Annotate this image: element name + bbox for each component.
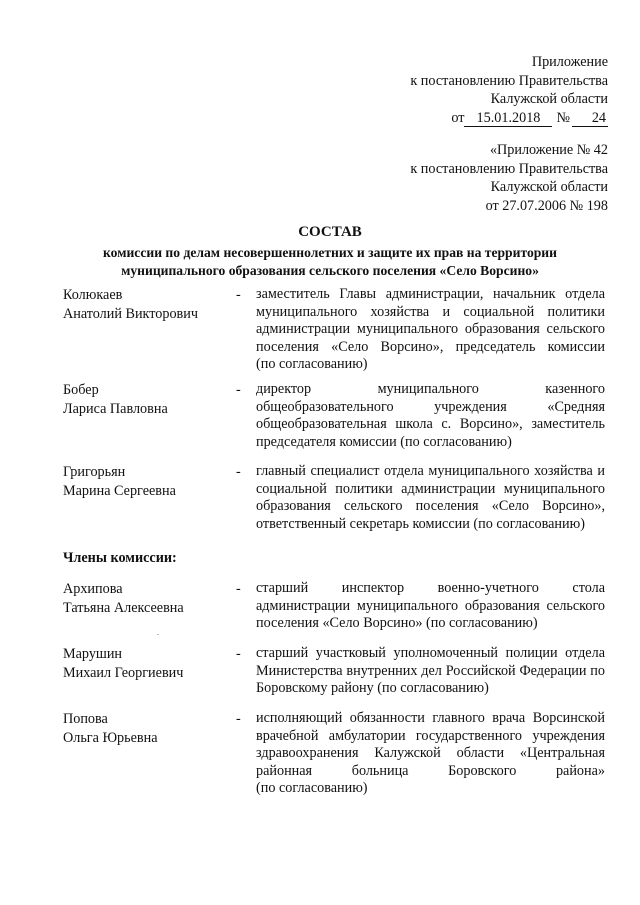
role-line: общеобразовательная школа с. Ворсино», заместитель [256,416,605,433]
role-line: заместитель Главы администрации, начальник отдела [256,286,605,302]
role-line: Боровскому району (по согласованию) [256,680,489,697]
role-line: председателя комиссии (по согласованию) [256,433,512,450]
position-description [256,710,605,798]
surname: Марушин [63,646,123,662]
role-line: старший участковый уполномоченный полиции отдела [256,645,605,661]
role-line: администрации муниципального образования сельского [256,597,605,614]
dash-separator: - [236,464,241,480]
surname: Попова [63,711,108,727]
dash-separator: - [236,382,241,398]
role-line: здравоохранения Калужской области «Центральная [256,745,605,762]
role-line: исполняющий обязанности главного врача Ворсинской [256,710,605,726]
dash-separator: - [236,287,241,303]
original-decree-ref: к постановлению Правительства [410,160,608,177]
position-description [256,286,605,374]
dash-separator: - [236,581,241,597]
surname: Архипова [63,581,123,597]
original-appendix-label: «Приложение № 42 [489,142,608,158]
original-date-number: от 27.07.2006 № 198 [485,197,608,214]
role-line: Министерства внутренних дел Российской Федерации по [256,662,605,679]
title-subtitle-line-2: муниципального образования сельского поселения «Село Ворсино» [121,262,539,278]
role-line: поселения «Село Ворсино» (по согласованию) [256,615,538,632]
surname: Бобер [63,382,99,398]
position-description [256,463,605,533]
given-names: Марина Сергеевна [63,482,176,499]
role-line: поселения «Село Ворсино», председатель комиссии [256,338,605,355]
role-line: ответственный секретарь комиссии (по согласованию) [256,515,585,532]
given-names: Татьяна Алексеевна [63,599,184,616]
decree-number: 24 [572,110,608,127]
given-names: Ольга Юрьевна [63,729,158,746]
role-line: районная больница Боровского района» [256,762,605,779]
date-prefix: от [451,109,465,126]
decree-date: 15.01.2018 [464,110,552,127]
appendix-label: Приложение [531,54,608,70]
person-name [63,381,233,418]
position-description [256,645,605,698]
scan-speck [157,634,159,635]
surname: Колюкаев [63,287,123,303]
position-description [256,381,605,451]
role-line: главный специалист отдела муниципального хозяйства и [256,463,605,479]
appendix-region: Калужской области [490,91,608,107]
appendix-date-line [410,109,608,128]
original-appendix-header [410,141,608,215]
role-line: образования сельского поселения «Село Ворсино», [256,498,605,515]
dash-separator: - [236,711,241,727]
position-description [256,580,605,633]
role-line: администрации муниципального образования сельского [256,321,605,338]
number-label: № [556,109,570,126]
surname: Григорьян [63,464,126,480]
given-names: Михаил Георгиевич [63,664,184,681]
given-names: Лариса Павловна [63,400,168,417]
title-subtitle-line-1: комиссии по делам несовершеннолетних и защите их прав на территории [103,245,557,260]
appendix-decree-ref: к постановлению Правительства [410,72,608,89]
title-main: СОСТАВ [298,224,362,240]
role-line: (по согласованию) [256,356,368,373]
given-names: Анатолий Викторович [63,305,198,322]
role-line: муниципального хозяйства и социальной политики [256,303,605,320]
person-name [63,286,233,323]
role-line: (по согласованию) [256,780,368,797]
role-line: социальной политики администрации муниципального [256,480,605,497]
document-title [60,222,600,279]
role-line: общеобразовательного учреждения «Средняя [256,398,605,415]
role-line: директор муниципального казенного [256,381,605,397]
person-name [63,645,233,682]
appendix-header [410,53,608,127]
person-name [63,710,233,747]
person-name [63,580,233,617]
role-line: старший инспектор военно-учетного стола [256,580,605,596]
dash-separator: - [236,646,241,662]
person-name [63,463,233,500]
members-heading: Члены комиссии: [63,550,177,566]
role-line: врачебной амбулатории государственного учреждения [256,727,605,744]
original-region: Калужской области [490,179,608,195]
